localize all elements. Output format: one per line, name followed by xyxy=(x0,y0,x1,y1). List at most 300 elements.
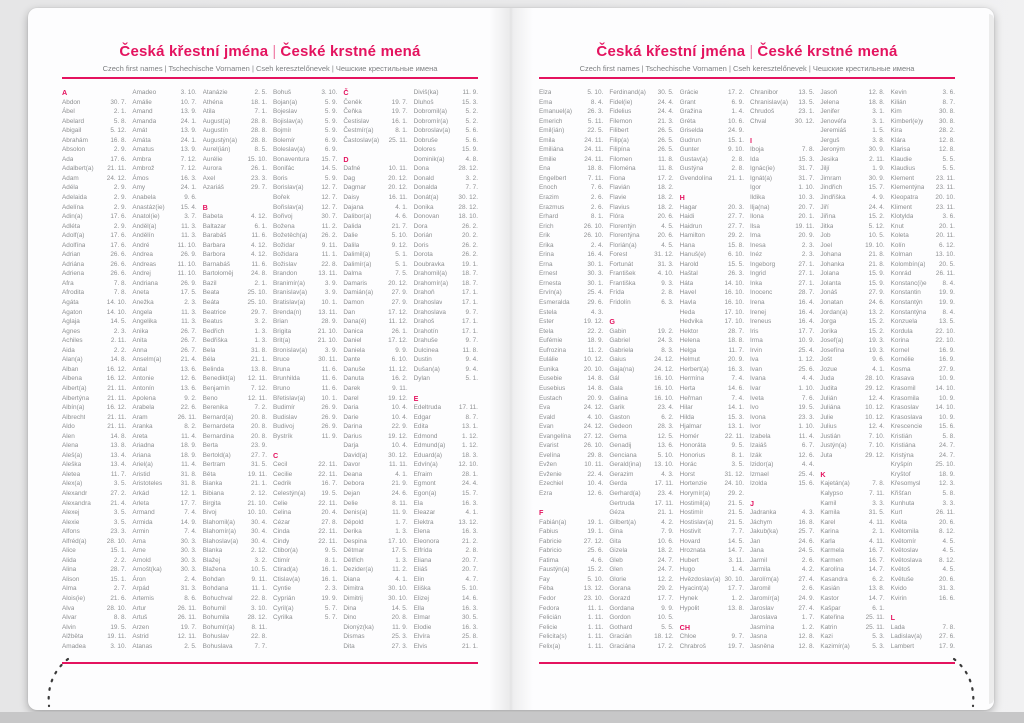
name-day-date: 6. 9. xyxy=(324,136,338,144)
name-day-row xyxy=(609,365,673,375)
given-name: Elizej xyxy=(413,594,429,602)
name-day-date: 26. 2. xyxy=(461,241,478,249)
given-name: Kliment xyxy=(890,203,912,211)
name-day-row xyxy=(62,594,126,604)
given-name: Justýn(a) xyxy=(820,442,847,450)
given-name: Jan xyxy=(749,537,761,545)
given-name: Armida xyxy=(132,518,153,526)
name-day-date: 7. 4. xyxy=(731,375,744,383)
name-day-date: 16. 6. xyxy=(938,594,955,602)
name-day-row xyxy=(609,231,673,241)
name-day-date: 17. 6. xyxy=(110,155,127,163)
name-day-date: 15. 6. xyxy=(938,423,955,431)
name-day-row xyxy=(680,518,744,528)
name-day-row xyxy=(62,413,126,423)
name-day-row xyxy=(343,298,407,308)
name-day-date: 14. 5. xyxy=(391,604,408,612)
name-day-date: 28. 8. xyxy=(250,127,267,135)
name-day-date: 18. 2. xyxy=(657,203,674,211)
name-day-date: 22. 8. xyxy=(250,633,267,641)
name-day-row xyxy=(750,346,814,356)
name-day-row xyxy=(609,441,673,451)
given-name: Aneta xyxy=(132,289,150,297)
name-column xyxy=(539,88,603,660)
name-day-date: 17. 7. xyxy=(727,585,744,593)
name-day-row xyxy=(62,231,126,241)
name-day-row xyxy=(132,288,196,298)
name-day-date: 5. 12. xyxy=(868,222,885,230)
name-day-date: 23. 3. xyxy=(250,174,267,182)
name-day-date: 30. 5. xyxy=(657,89,674,96)
name-day-row xyxy=(62,317,126,327)
name-day-date: 2. 5. xyxy=(254,89,267,96)
name-day-row xyxy=(273,298,337,308)
name-day-row xyxy=(203,422,267,432)
name-day-row xyxy=(132,355,196,365)
name-day-row xyxy=(414,231,478,241)
given-name: Erich xyxy=(539,222,554,230)
given-name: Kasián xyxy=(820,585,840,593)
name-day-date: 18. 9. xyxy=(180,451,197,459)
name-day-date: 30. 3. xyxy=(587,270,604,278)
given-name: Juliána xyxy=(820,404,841,412)
name-day-date: 7. 10. xyxy=(868,432,885,440)
given-name: Andriana xyxy=(132,279,158,287)
name-day-date: 14. 7. xyxy=(727,547,744,555)
given-name: Kurt xyxy=(890,509,903,517)
name-day-date: 12. 8. xyxy=(938,136,955,144)
given-name: Elena xyxy=(413,528,430,536)
given-name: Arne xyxy=(132,547,146,555)
given-name: Erina xyxy=(539,251,554,259)
section-letter: CH xyxy=(679,622,691,632)
given-name: Fabricie xyxy=(539,537,562,545)
name-day-date: 26. 10. xyxy=(583,222,604,230)
given-name: Jaromír(a) xyxy=(749,594,780,602)
name-day-row xyxy=(343,623,407,633)
given-name: Edvín(a) xyxy=(413,461,438,469)
name-day-date: 10. 4. xyxy=(391,413,408,421)
name-day-row xyxy=(273,174,337,184)
given-name: Bartoloměj xyxy=(202,270,234,278)
name-day-row xyxy=(132,556,196,566)
name-day-date: 30. 12. xyxy=(458,194,478,202)
name-day-date: 24. 5. xyxy=(798,547,815,555)
name-day-row xyxy=(609,164,673,174)
name-day-date: 19. 2. xyxy=(657,327,674,335)
name-day-date: 30. 10. xyxy=(388,585,408,593)
name-day-row xyxy=(343,422,407,432)
name-day-row xyxy=(62,241,126,251)
name-day-date: 7. 12. xyxy=(180,165,197,173)
name-day-date: 23. 9. xyxy=(250,442,267,450)
given-name: Kolín xyxy=(890,241,906,249)
section-letter: D xyxy=(343,154,349,164)
name-day-date: 3. 3. xyxy=(872,499,885,507)
given-name: Gunter xyxy=(679,146,700,154)
name-day-date: 11. 6. xyxy=(321,365,338,373)
given-name: Bořivoj xyxy=(272,213,293,221)
given-name: Dalma xyxy=(343,270,362,278)
name-day-date: 27. 3. xyxy=(391,642,408,650)
name-day-row xyxy=(750,613,814,623)
name-day-row xyxy=(680,212,744,222)
given-name: Heřman xyxy=(679,394,703,402)
name-day-row xyxy=(203,88,267,98)
given-name: Heda xyxy=(679,308,695,316)
name-day-row xyxy=(132,117,196,127)
name-day-date: 18. 9. xyxy=(938,470,955,478)
name-day-date: 9. 7. xyxy=(731,633,744,641)
name-day-date: 17. 6. xyxy=(110,213,127,221)
name-day-row xyxy=(539,98,603,108)
given-name: Gustýna xyxy=(679,165,704,173)
name-day-date: 13. 6. xyxy=(180,365,197,373)
name-day-row xyxy=(539,212,603,222)
name-day-date: 4. 8. xyxy=(465,155,478,163)
given-name: Alice xyxy=(62,547,76,555)
given-name: Jeremiáš xyxy=(820,127,847,135)
name-day-date: 1. 2. xyxy=(801,623,815,631)
name-day-date: 10. 1. xyxy=(321,299,338,307)
given-name: Blažej xyxy=(202,556,221,564)
given-name: Emanuel(a) xyxy=(539,108,573,116)
name-day-date: 8. 4. xyxy=(942,279,955,287)
name-day-row xyxy=(343,136,407,146)
given-name: Květuše xyxy=(890,575,914,583)
name-day-row xyxy=(414,126,478,136)
name-day-row xyxy=(62,422,126,432)
name-day-row xyxy=(680,575,744,585)
name-day-row xyxy=(132,317,196,327)
name-day-row xyxy=(609,107,673,117)
name-day-date: 5. 9. xyxy=(324,108,338,116)
given-name: Bystrík xyxy=(272,432,293,440)
name-day-date: 9. 5. xyxy=(731,442,744,450)
name-day-date: 21. 9. xyxy=(391,480,408,488)
given-name: Brit(a) xyxy=(272,337,291,345)
section-letter: A xyxy=(62,88,68,97)
given-name: Ariel(a) xyxy=(132,461,153,469)
given-name: Evan xyxy=(539,423,554,431)
name-day-row xyxy=(820,365,884,375)
name-day-date: 10. 1. xyxy=(321,394,338,402)
name-day-date: 1. 12. xyxy=(798,356,815,364)
name-day-date: 27. 7. xyxy=(727,222,744,230)
name-day-row xyxy=(539,355,603,365)
name-day-row xyxy=(414,537,478,547)
given-name: Joel xyxy=(820,241,833,249)
name-day-date: 13. 10. xyxy=(935,251,955,259)
given-name: Evangelína xyxy=(539,432,571,440)
given-name: Arkád xyxy=(132,489,150,497)
name-day-date: 12. 8. xyxy=(798,642,815,650)
name-day-row xyxy=(680,174,744,184)
given-name: Klementýna xyxy=(890,184,925,192)
name-day-row xyxy=(891,403,955,413)
given-name: Eusebius xyxy=(539,384,566,392)
name-day-row xyxy=(680,136,744,146)
name-day-date: 4. 6. xyxy=(395,213,408,221)
given-name: Amadeo xyxy=(132,89,157,96)
given-name: Budimír xyxy=(272,404,296,412)
name-day-row xyxy=(62,222,126,232)
given-name: Drahotín xyxy=(413,327,439,335)
given-name: Elvis xyxy=(413,642,428,650)
page-title-slovak: České krstné mená xyxy=(757,43,898,60)
name-day-row xyxy=(273,183,337,193)
given-name: Alvar xyxy=(62,614,77,622)
name-day-row xyxy=(891,288,955,298)
name-day-row xyxy=(273,613,337,623)
name-day-date: 22. 5. xyxy=(587,127,604,135)
name-day-date: 13. 5. xyxy=(798,98,815,106)
name-day-date: 3. 7. xyxy=(184,213,197,221)
name-day-date: 26. 7. xyxy=(180,346,197,354)
name-day-row xyxy=(609,422,673,432)
name-day-date: 17. 12. xyxy=(388,337,408,345)
page-title-czech: Česká křestní jména xyxy=(596,43,746,60)
given-name: Karmen xyxy=(820,556,843,564)
name-day-row xyxy=(750,413,814,423)
given-name: Andrej xyxy=(132,270,151,278)
given-name: Kolombín(a) xyxy=(890,260,926,268)
name-day-date: 2. 9. xyxy=(113,146,127,154)
name-day-row xyxy=(203,279,267,289)
name-day-date: 28. 8. xyxy=(250,117,267,125)
name-day-row xyxy=(680,508,744,518)
given-name: Gina xyxy=(609,528,623,536)
name-day-date: 5. 10. xyxy=(391,232,408,240)
given-name: Bernard(a) xyxy=(202,413,234,421)
given-name: Griselda xyxy=(679,127,704,135)
name-day-date: 24. 12. xyxy=(583,404,604,412)
given-name: Kamila xyxy=(820,509,840,517)
given-name: Felicián xyxy=(539,614,562,622)
name-day-row xyxy=(203,145,267,155)
name-day-date: 11. 6. xyxy=(251,232,267,240)
name-day-row xyxy=(273,575,337,585)
name-day-date: 1. 11. xyxy=(587,623,604,631)
name-day-row xyxy=(609,623,673,633)
name-day-date: 29. 2. xyxy=(727,489,744,497)
given-name: Abigail xyxy=(62,127,82,135)
given-name: Ela xyxy=(413,499,423,507)
section-letter: B xyxy=(202,202,208,212)
given-name: Edmond xyxy=(413,432,438,440)
given-name: Eustach xyxy=(539,394,563,402)
given-name: Borislav(a) xyxy=(272,184,304,192)
name-day-date: 2. 9. xyxy=(113,203,127,211)
name-day-date: 16. 3. xyxy=(461,528,478,536)
given-name: Florentýn xyxy=(609,222,636,230)
name-day-date: 19. 5. xyxy=(110,623,127,631)
given-name: Genadij xyxy=(609,442,632,450)
name-day-row xyxy=(680,470,744,480)
given-name: Cézar xyxy=(272,518,291,526)
given-name: Anežka xyxy=(132,299,154,307)
name-day-date: 17. 1. xyxy=(461,289,478,297)
given-name: Fiona xyxy=(609,174,626,182)
name-day-row xyxy=(539,441,603,451)
name-day-date: 4. 10. xyxy=(587,413,604,421)
given-name: Ildika xyxy=(749,194,765,202)
given-name: Bojeslav xyxy=(272,108,298,116)
given-name: Jesika xyxy=(820,155,839,163)
name-day-date: 7. 4. xyxy=(731,394,744,402)
name-day-row xyxy=(891,384,955,394)
name-day-date: 26. 5. xyxy=(657,127,674,135)
name-day-date: 4. 4. xyxy=(801,375,815,383)
name-day-date: 25. 6. xyxy=(587,547,604,555)
given-name: Alena xyxy=(62,442,79,450)
name-day-date: 20. 11. xyxy=(935,232,955,240)
name-day-row xyxy=(539,470,603,480)
given-name: Karla xyxy=(820,537,836,545)
name-day-date: 10. 5. xyxy=(250,566,267,574)
name-day-date: 2. 6. xyxy=(590,194,604,202)
name-day-date: 13. 1. xyxy=(461,423,478,431)
name-day-row xyxy=(891,518,955,528)
name-day-date: 21. 5. xyxy=(727,518,744,526)
given-name: Gordana xyxy=(609,604,635,612)
name-day-row xyxy=(680,98,744,108)
name-day-date: 17. 11. xyxy=(654,480,674,488)
name-day-date: 8. 6. xyxy=(184,594,197,602)
name-day-row xyxy=(750,403,814,413)
name-day-row xyxy=(203,546,267,556)
name-day-date: 8. 1. xyxy=(324,556,338,564)
name-day-date: 17. 1. xyxy=(461,327,478,335)
name-day-date: 6. 10. xyxy=(391,356,408,364)
name-day-date: 2. 3. xyxy=(801,251,815,259)
name-day-date: 12. 8. xyxy=(938,146,955,154)
given-name: Dobruše xyxy=(413,136,438,144)
name-day-row xyxy=(203,164,267,174)
name-day-date: 16. 7. xyxy=(868,547,885,555)
name-day-row xyxy=(132,422,196,432)
name-day-row xyxy=(414,336,478,346)
given-name: Dino xyxy=(343,614,357,622)
name-day-date: 6. 9. xyxy=(731,98,744,106)
name-day-date: 14. 6. xyxy=(461,594,478,602)
given-name: Dismas xyxy=(343,633,365,641)
given-name: Elvíra xyxy=(413,633,430,641)
name-day-row xyxy=(891,117,955,127)
given-name: Benedikt(a) xyxy=(202,375,236,383)
given-name: Alban xyxy=(62,365,79,373)
footer-rule xyxy=(62,662,478,664)
given-name: Kryšpín xyxy=(890,461,913,469)
name-day-row xyxy=(680,107,744,117)
name-day-date: 29. 8. xyxy=(587,451,604,459)
name-day-row xyxy=(820,441,884,451)
given-name: Gordon xyxy=(609,614,631,622)
name-day-row xyxy=(609,460,673,470)
name-day-date: 17. 10. xyxy=(724,308,744,316)
page-subtitle: Czech first names | Tschechische Vornamen | Cseh keresztelőnevek | Чешские крестильные имена xyxy=(102,64,438,73)
name-day-date: 14. 8. xyxy=(587,375,604,383)
given-name: Evžen xyxy=(539,461,557,469)
given-name: Flavie xyxy=(609,194,627,202)
name-day-row xyxy=(62,470,126,480)
given-name: Ilona xyxy=(749,213,764,221)
name-day-row xyxy=(62,613,126,623)
given-name: Dona xyxy=(413,165,429,173)
name-day-date: 30. 4. xyxy=(250,528,267,536)
name-day-row xyxy=(132,155,196,165)
name-day-row xyxy=(750,155,814,165)
name-day-row xyxy=(62,212,126,222)
name-day-date: 30. 3. xyxy=(180,537,197,545)
given-name: Kastor xyxy=(820,594,839,602)
name-day-row xyxy=(820,269,884,279)
name-day-row xyxy=(680,241,744,251)
name-day-row xyxy=(132,126,196,136)
name-day-date: 4. 12. xyxy=(250,213,267,221)
name-day-date: 13. 8. xyxy=(727,604,744,612)
given-name: Alma xyxy=(62,585,77,593)
name-day-date: 26. 9. xyxy=(321,404,338,412)
name-day-date: 16. 1. xyxy=(321,566,338,574)
given-name: Etela xyxy=(539,327,554,335)
name-day-date: 20. 5. xyxy=(938,260,955,268)
name-day-row xyxy=(132,594,196,604)
name-day-date: 23. 4. xyxy=(657,489,674,497)
given-name: Jeroným xyxy=(820,146,845,154)
name-day-row xyxy=(343,508,407,518)
name-day-row xyxy=(891,222,955,232)
given-name: Enoch xyxy=(539,184,558,192)
name-day-row xyxy=(203,518,267,528)
given-name: Dobromír(a) xyxy=(413,117,449,125)
given-name: Albín(a) xyxy=(62,404,85,412)
name-day-date: 5. 6. xyxy=(465,127,478,135)
name-day-row xyxy=(62,403,126,413)
name-day-row xyxy=(273,499,337,509)
name-day-row xyxy=(132,222,196,232)
name-day-date: 10. 11. xyxy=(584,461,604,469)
name-day-row xyxy=(62,203,126,213)
name-day-row xyxy=(414,355,478,365)
name-day-row xyxy=(680,117,744,127)
name-day-row xyxy=(343,613,407,623)
given-name: Bertold(a) xyxy=(202,451,231,459)
name-day-row xyxy=(273,222,337,232)
name-day-date: 18. 2. xyxy=(657,547,674,555)
name-day-date: 14. 10. xyxy=(935,384,955,392)
name-day-date: 21. 1. xyxy=(250,480,267,488)
given-name: Cyntie xyxy=(272,585,292,593)
name-day-date: 10. 9. xyxy=(938,413,955,421)
name-day-date: 4. 12. xyxy=(250,251,267,259)
name-day-date: 3. 1. xyxy=(872,117,885,125)
name-day-row xyxy=(891,470,955,480)
given-name: Dobromil(a) xyxy=(413,108,448,116)
given-name: Ingrid xyxy=(749,270,766,278)
name-day-date: 5. 7. xyxy=(324,604,338,612)
name-day-row xyxy=(820,317,884,327)
given-name: Hostimír xyxy=(679,509,704,517)
name-day-row xyxy=(203,107,267,117)
name-day-row xyxy=(820,575,884,585)
given-name: Efraim xyxy=(413,470,433,478)
name-day-row xyxy=(891,546,955,556)
given-name: Eunika xyxy=(539,365,559,373)
given-name: Ada xyxy=(62,155,74,163)
given-name: Irenej xyxy=(749,308,766,316)
name-day-date: 20. 8. xyxy=(250,413,267,421)
